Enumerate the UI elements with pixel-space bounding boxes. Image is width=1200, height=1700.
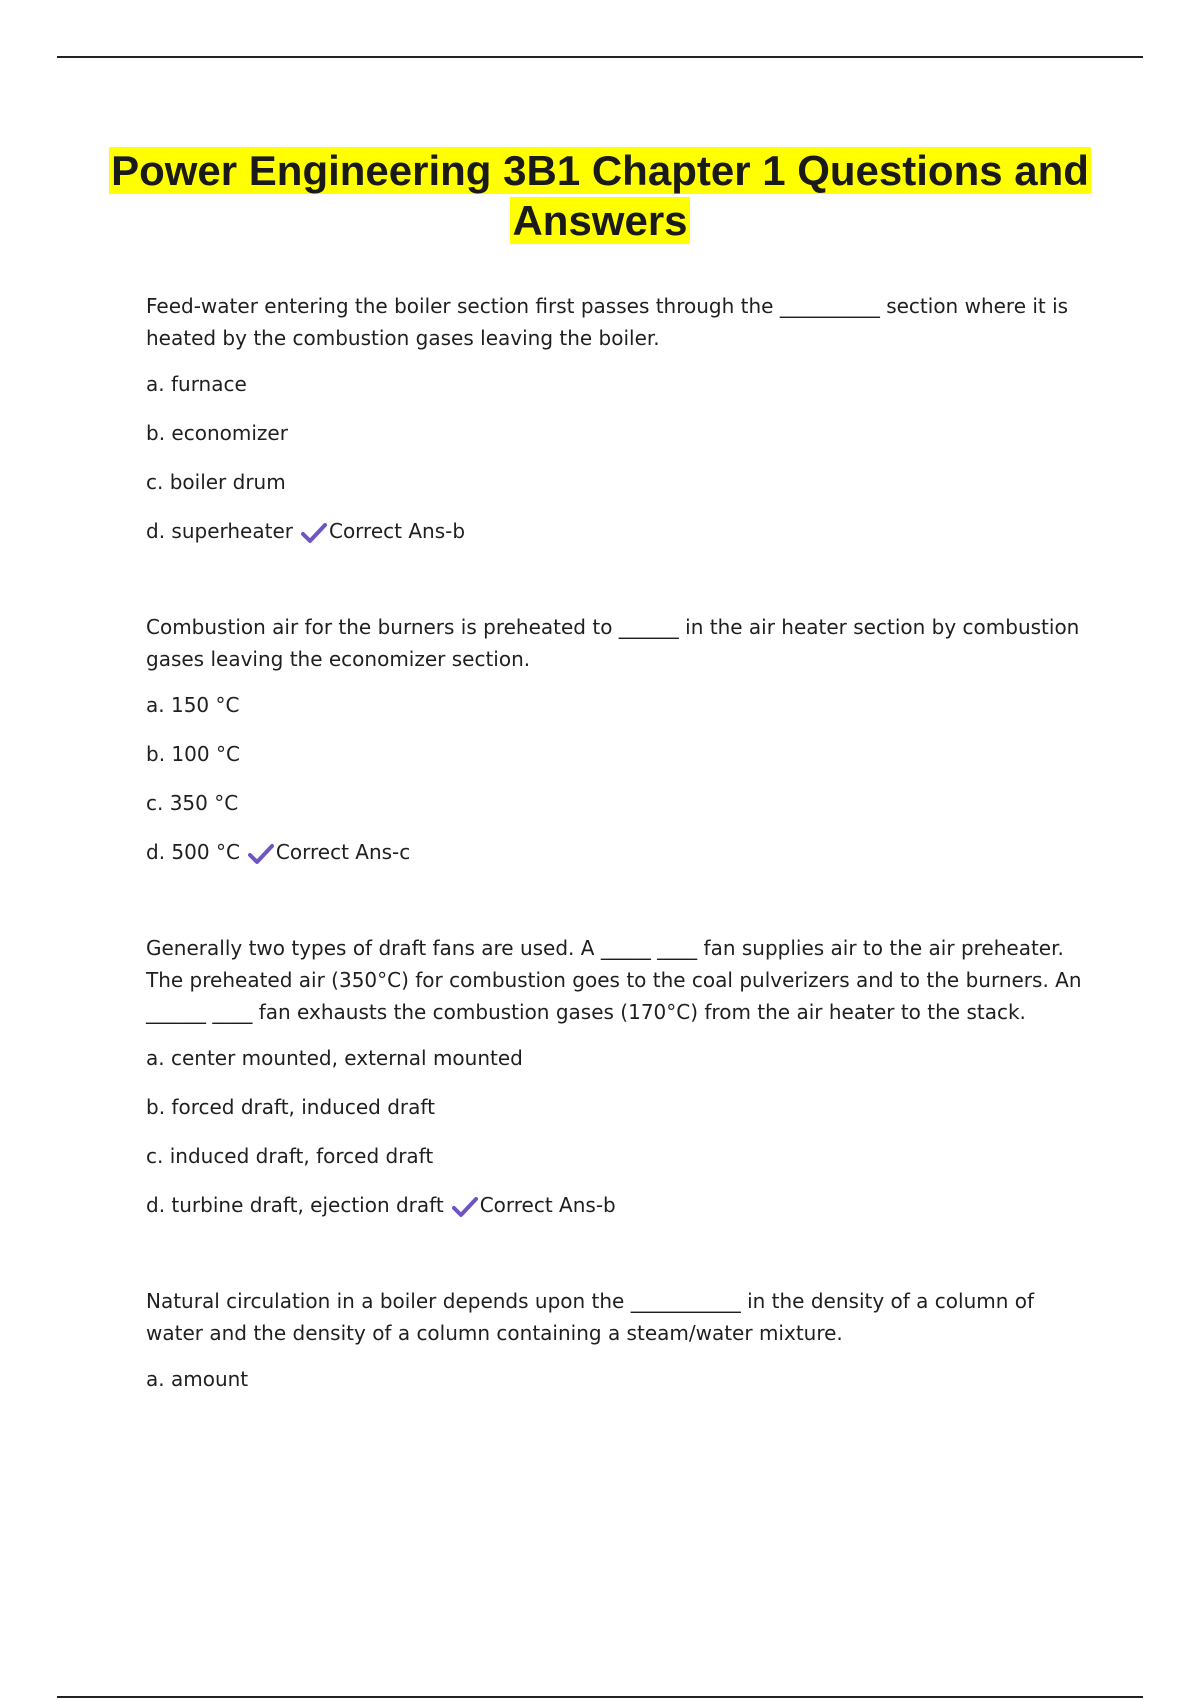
question-4-option-a: a. amount — [146, 1367, 249, 1391]
question-1 — [146, 290, 1086, 547]
question-2-text: Combustion air for the burners is preheated to ______ in the air heater section by combustion gases leaving the economizer section. — [146, 615, 1080, 671]
question-2-option-a: a. 150 °C — [146, 693, 240, 717]
question-2 — [146, 611, 1086, 868]
question-3-text: Generally two types of draft fans are used. A _____ ____ fan supplies air to the air preheater. The preheated air (350°C) for combustion goes to the coal pulverizers and to the burners. An ______ ____ fan exhausts the combustion gases (170°C) from the air heater to the stack. — [146, 936, 1082, 1024]
question-4 — [146, 1285, 1086, 1395]
question-1-option-b: b. economizer — [146, 421, 288, 445]
question-2-option-b: b. 100 °C — [146, 742, 240, 766]
question-3-option-d-row — [146, 1189, 1086, 1221]
question-3-option-c: c. induced draft, forced draft — [146, 1144, 434, 1168]
check-icon — [248, 843, 274, 865]
question-1-text: Feed-water entering the boiler section first passes through the __________ section where it is heated by the combustion gases leaving the boiler. — [146, 294, 1069, 350]
check-icon — [452, 1196, 478, 1218]
page-bottom-rule — [57, 1696, 1143, 1698]
question-2-answer: Correct Ans-c — [275, 840, 411, 864]
question-list — [146, 290, 1086, 1459]
page-title: Power Engineering 3B1 Chapter 1 Questions and Answers — [111, 147, 1089, 244]
title-block — [60, 146, 1140, 246]
question-3-option-b: b. forced draft, induced draft — [146, 1095, 435, 1119]
question-1-answer: Correct Ans-b — [328, 519, 466, 543]
question-4-text: Natural circulation in a boiler depends upon the ___________ in the density of a column of water and the density of a column containing a steam/water mixture. — [146, 1289, 1035, 1345]
question-3-answer: Correct Ans-b — [479, 1193, 616, 1217]
question-1-option-d-row — [146, 515, 1086, 547]
question-3-option-d: d. turbine draft, ejection draft — [146, 1193, 444, 1217]
question-3 — [146, 932, 1086, 1221]
question-2-option-c: c. 350 °C — [146, 791, 239, 815]
question-1-option-d: d. superheater — [146, 519, 293, 543]
question-3-option-a: a. center mounted, external mounted — [146, 1046, 523, 1070]
question-2-option-d: d. 500 °C — [146, 840, 240, 864]
question-1-option-c: c. boiler drum — [146, 470, 286, 494]
question-1-option-a: a. furnace — [146, 372, 247, 396]
question-2-option-d-row — [146, 836, 1086, 868]
page-top-rule — [57, 56, 1143, 58]
check-icon — [301, 522, 327, 544]
